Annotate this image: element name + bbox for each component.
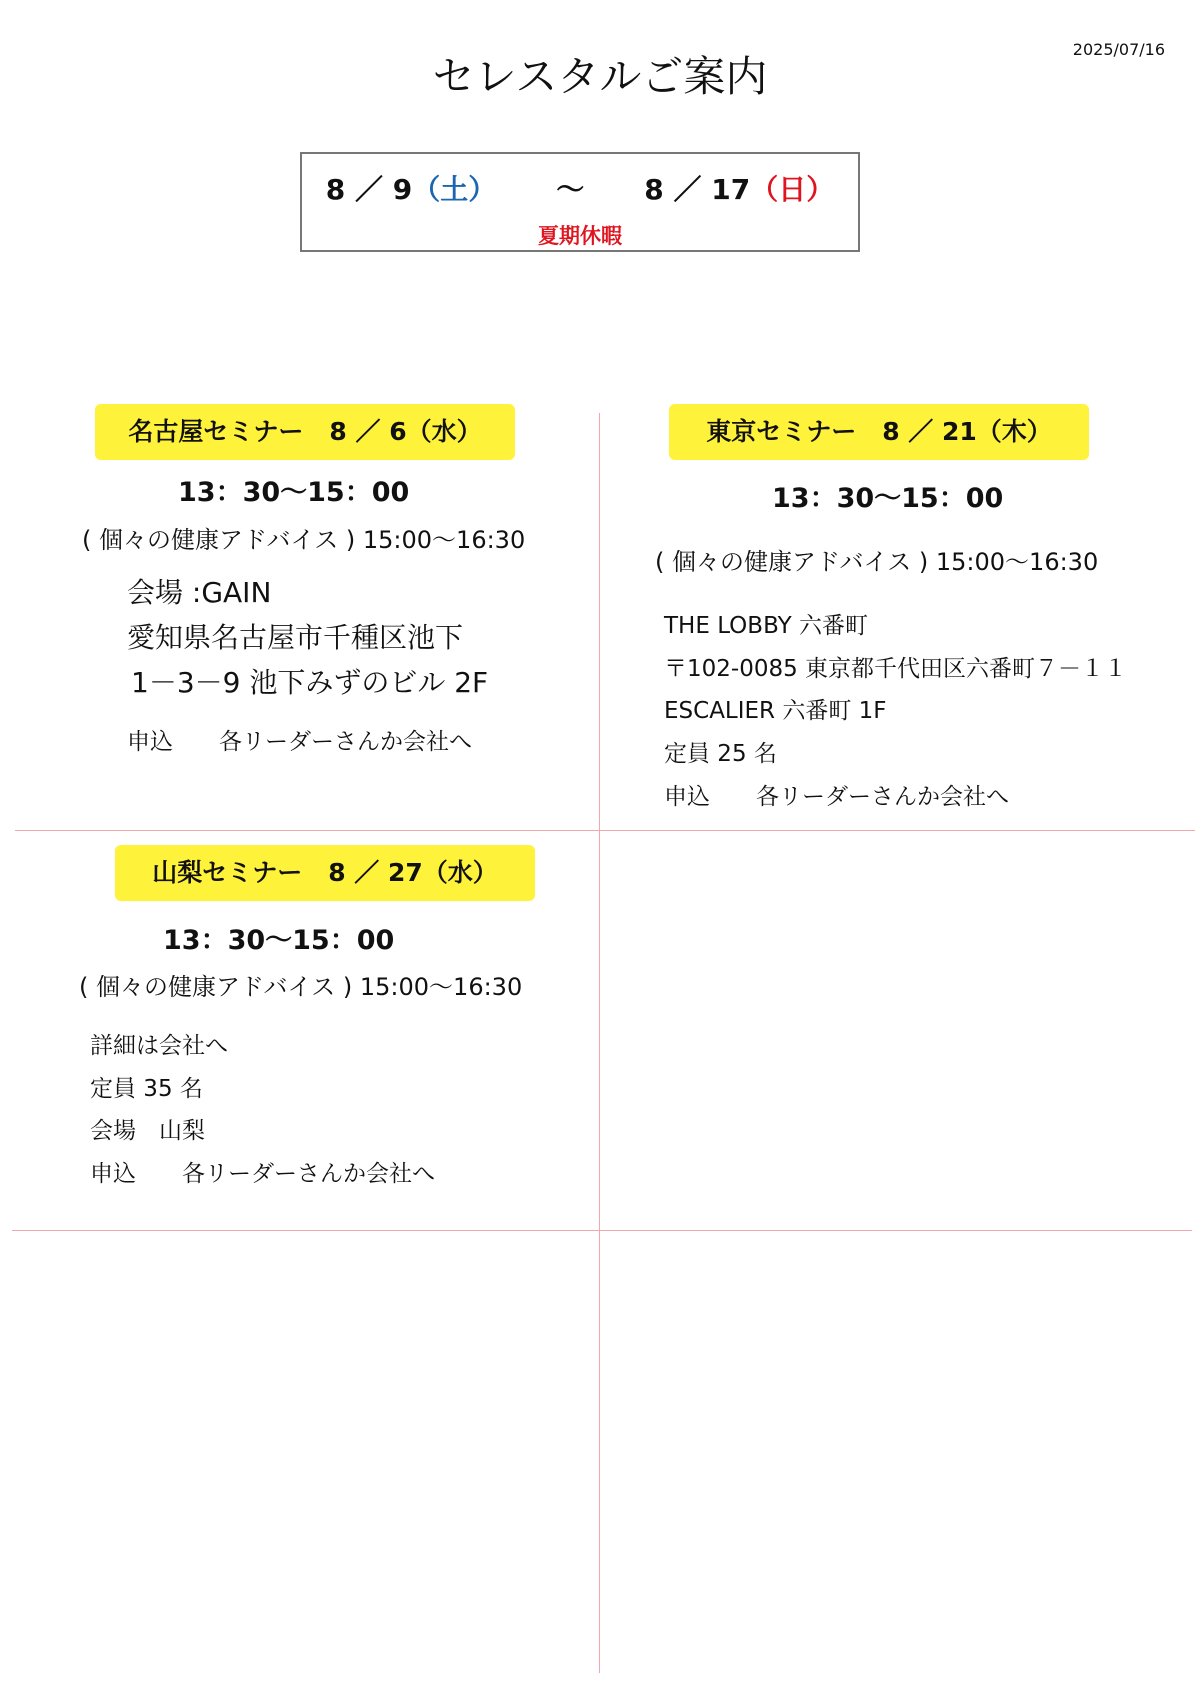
seminar-yamanashi-date: 8 ／ 27	[328, 858, 423, 887]
horizontal-divider-1	[15, 830, 1195, 831]
seminar-yamanashi-details: 詳細は会社へ	[90, 1033, 228, 1059]
seminar-tokyo-apply: 申込 各リーダーさんか会社へ	[664, 784, 1009, 810]
page-title: セレスタルご案内	[432, 52, 768, 101]
seminar-tokyo-venue: THE LOBBY 六番町	[664, 613, 868, 639]
seminar-yamanashi-apply: 申込 各リーダーさんか会社へ	[90, 1161, 435, 1187]
seminar-nagoya-badge	[95, 404, 515, 460]
seminar-nagoya-day: （水）	[406, 417, 482, 446]
seminar-tokyo-date: 8 ／ 21	[882, 417, 977, 446]
seminar-yamanashi-name: 山梨セミナー	[152, 858, 303, 887]
seminar-nagoya-name: 名古屋セミナー	[128, 417, 304, 446]
holiday-notice	[300, 152, 860, 252]
seminar-tokyo-advice: ( 個々の健康アドバイス ) 15:00～16:30	[655, 548, 1099, 576]
holiday-end-day: （日）	[750, 173, 835, 206]
seminar-yamanashi-capacity: 定員 35 名	[90, 1076, 203, 1102]
seminar-tokyo-address2: ESCALIER 六番町 1F	[664, 698, 887, 724]
holiday-separator: ～	[556, 173, 585, 206]
seminar-yamanashi-advice: ( 個々の健康アドバイス ) 15:00～16:30	[79, 973, 523, 1001]
horizontal-divider-2	[12, 1230, 1192, 1231]
holiday-start-day: （土）	[412, 173, 497, 206]
holiday-label: 夏期休暇	[538, 224, 622, 248]
seminar-nagoya-time: 13：30～15：00	[178, 477, 410, 508]
seminar-tokyo-name: 東京セミナー	[706, 417, 857, 446]
seminar-yamanashi-badge	[115, 845, 535, 901]
document-date: 2025/07/16	[1072, 40, 1165, 59]
seminar-tokyo-badge	[669, 404, 1089, 460]
seminar-tokyo-time: 13：30～15：00	[772, 483, 1004, 514]
seminar-tokyo-address1: 〒102-0085 東京都千代田区六番町７－１１	[664, 656, 1128, 682]
vertical-divider	[599, 413, 600, 1673]
seminar-nagoya-date: 8 ／ 6	[329, 417, 407, 446]
holiday-end: 8 ／ 17	[644, 173, 751, 206]
holiday-start: 8 ／ 9	[325, 173, 413, 206]
seminar-tokyo-day: （木）	[976, 417, 1052, 446]
seminar-nagoya-advice: ( 個々の健康アドバイス ) 15:00～16:30	[82, 526, 526, 554]
seminar-nagoya-address1: 愛知県名古屋市千種区池下	[127, 621, 464, 654]
seminar-yamanashi-day: （水）	[422, 858, 498, 887]
seminar-nagoya-address2: 1－3－9 池下みずのビル 2F	[131, 666, 489, 699]
holiday-range	[302, 168, 858, 208]
seminar-nagoya-venue: 会場 :GAIN	[127, 576, 272, 609]
seminar-yamanashi-venue: 会場 山梨	[90, 1118, 205, 1144]
seminar-nagoya-apply: 申込 各リーダーさんか会社へ	[127, 729, 472, 755]
seminar-yamanashi-time: 13：30～15：00	[163, 925, 395, 956]
seminar-tokyo-capacity: 定員 25 名	[664, 741, 777, 767]
